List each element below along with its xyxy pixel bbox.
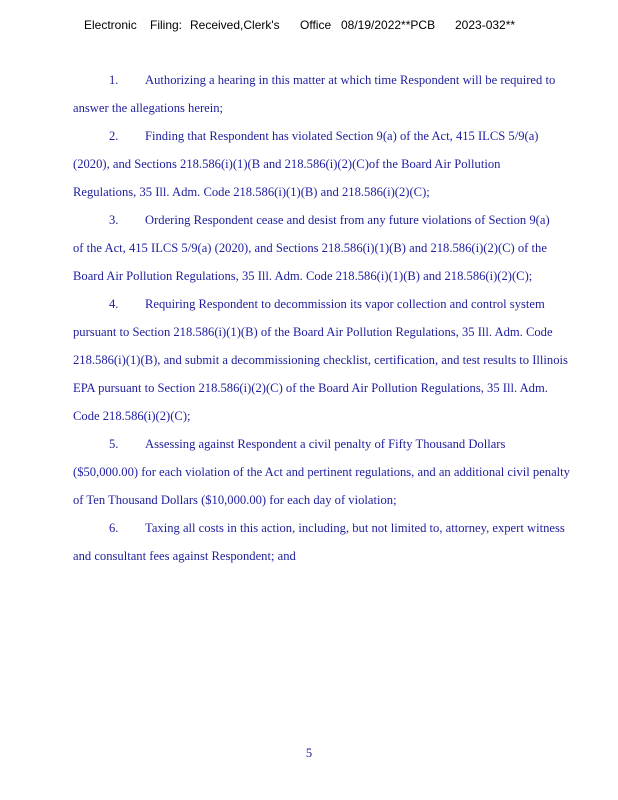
paragraph-line: (2020), and Sections 218.586(i)(1)(B and 218.586(i)(2)(C)of the Board Air Pollution bbox=[73, 157, 501, 171]
paragraph-line: Ordering Respondent cease and desist from any future violations of Section 9(a) bbox=[145, 213, 550, 227]
header-filing: Filing: bbox=[150, 18, 183, 32]
paragraph-number: 3. bbox=[109, 213, 119, 227]
paragraph-line: 218.586(i)(1)(B), and submit a decommissioning checklist, certification, and test results to Illinois bbox=[73, 353, 568, 367]
paragraph-2 bbox=[73, 122, 605, 206]
header-received: Received,Clerk's bbox=[190, 18, 280, 32]
paragraph-number: 4. bbox=[109, 297, 119, 311]
paragraph-number: 6. bbox=[109, 521, 119, 535]
paragraph-line: EPA pursuant to Section 218.586(i)(2)(C) of the Board Air Pollution Regulations, 35 Ill. Adm. bbox=[73, 381, 548, 395]
header-office: Office bbox=[300, 18, 332, 32]
paragraph-number: 2. bbox=[109, 129, 119, 143]
header-case-number: 2023-032** bbox=[455, 18, 516, 32]
paragraph-5 bbox=[73, 430, 605, 514]
header-date: 08/19/2022**PCB bbox=[341, 18, 436, 32]
paragraph-line: Taxing all costs in this action, including, but not limited to, attorney, expert witness bbox=[145, 521, 565, 535]
paragraph-line: Regulations, 35 Ill. Adm. Code 218.586(i)(1)(B) and 218.586(i)(2)(C); bbox=[73, 185, 430, 199]
paragraph-line: Board Air Pollution Regulations, 35 Ill. Adm. Code 218.586(i)(1)(B) and 218.586(i)(2)(C); bbox=[73, 269, 533, 283]
paragraph-line: answer the allegations herein; bbox=[73, 101, 224, 115]
paragraph-line: pursuant to Section 218.586(i)(1)(B) of the Board Air Pollution Regulations, 35 Ill. Adm. Code bbox=[73, 325, 553, 339]
paragraph-line: Code 218.586(i)(2)(C); bbox=[73, 409, 191, 423]
paragraph-line: Authorizing a hearing in this matter at which time Respondent will be required to bbox=[145, 73, 556, 87]
paragraph-4 bbox=[73, 290, 605, 430]
paragraph-line: Assessing against Respondent a civil penalty of Fifty Thousand Dollars bbox=[145, 437, 506, 451]
paragraph-6 bbox=[73, 514, 605, 570]
paragraph-line: of Ten Thousand Dollars ($10,000.00) for each day of violation; bbox=[73, 493, 397, 507]
paragraph-1 bbox=[73, 66, 605, 122]
page-number: 5 bbox=[305, 746, 313, 760]
document-body bbox=[73, 66, 605, 570]
paragraph-line: Requiring Respondent to decommission its vapor collection and control system bbox=[145, 297, 545, 311]
paragraph-number: 5. bbox=[109, 437, 119, 451]
paragraph-3 bbox=[73, 206, 605, 290]
paragraph-line: of the Act, 415 ILCS 5/9(a) (2020), and Sections 218.586(i)(1)(B) and 218.586(i)(2)(C) of the bbox=[73, 241, 547, 255]
paragraph-line: ($50,000.00) for each violation of the Act and pertinent regulations, and an additional civil penalty bbox=[73, 465, 570, 479]
paragraph-line: and consultant fees against Respondent; and bbox=[73, 549, 296, 563]
header-electronic: Electronic bbox=[84, 18, 137, 32]
paragraph-line: Finding that Respondent has violated Section 9(a) of the Act, 415 ILCS 5/9(a) bbox=[145, 129, 539, 143]
filing-stamp-header bbox=[0, 18, 618, 38]
paragraph-number: 1. bbox=[109, 73, 119, 87]
